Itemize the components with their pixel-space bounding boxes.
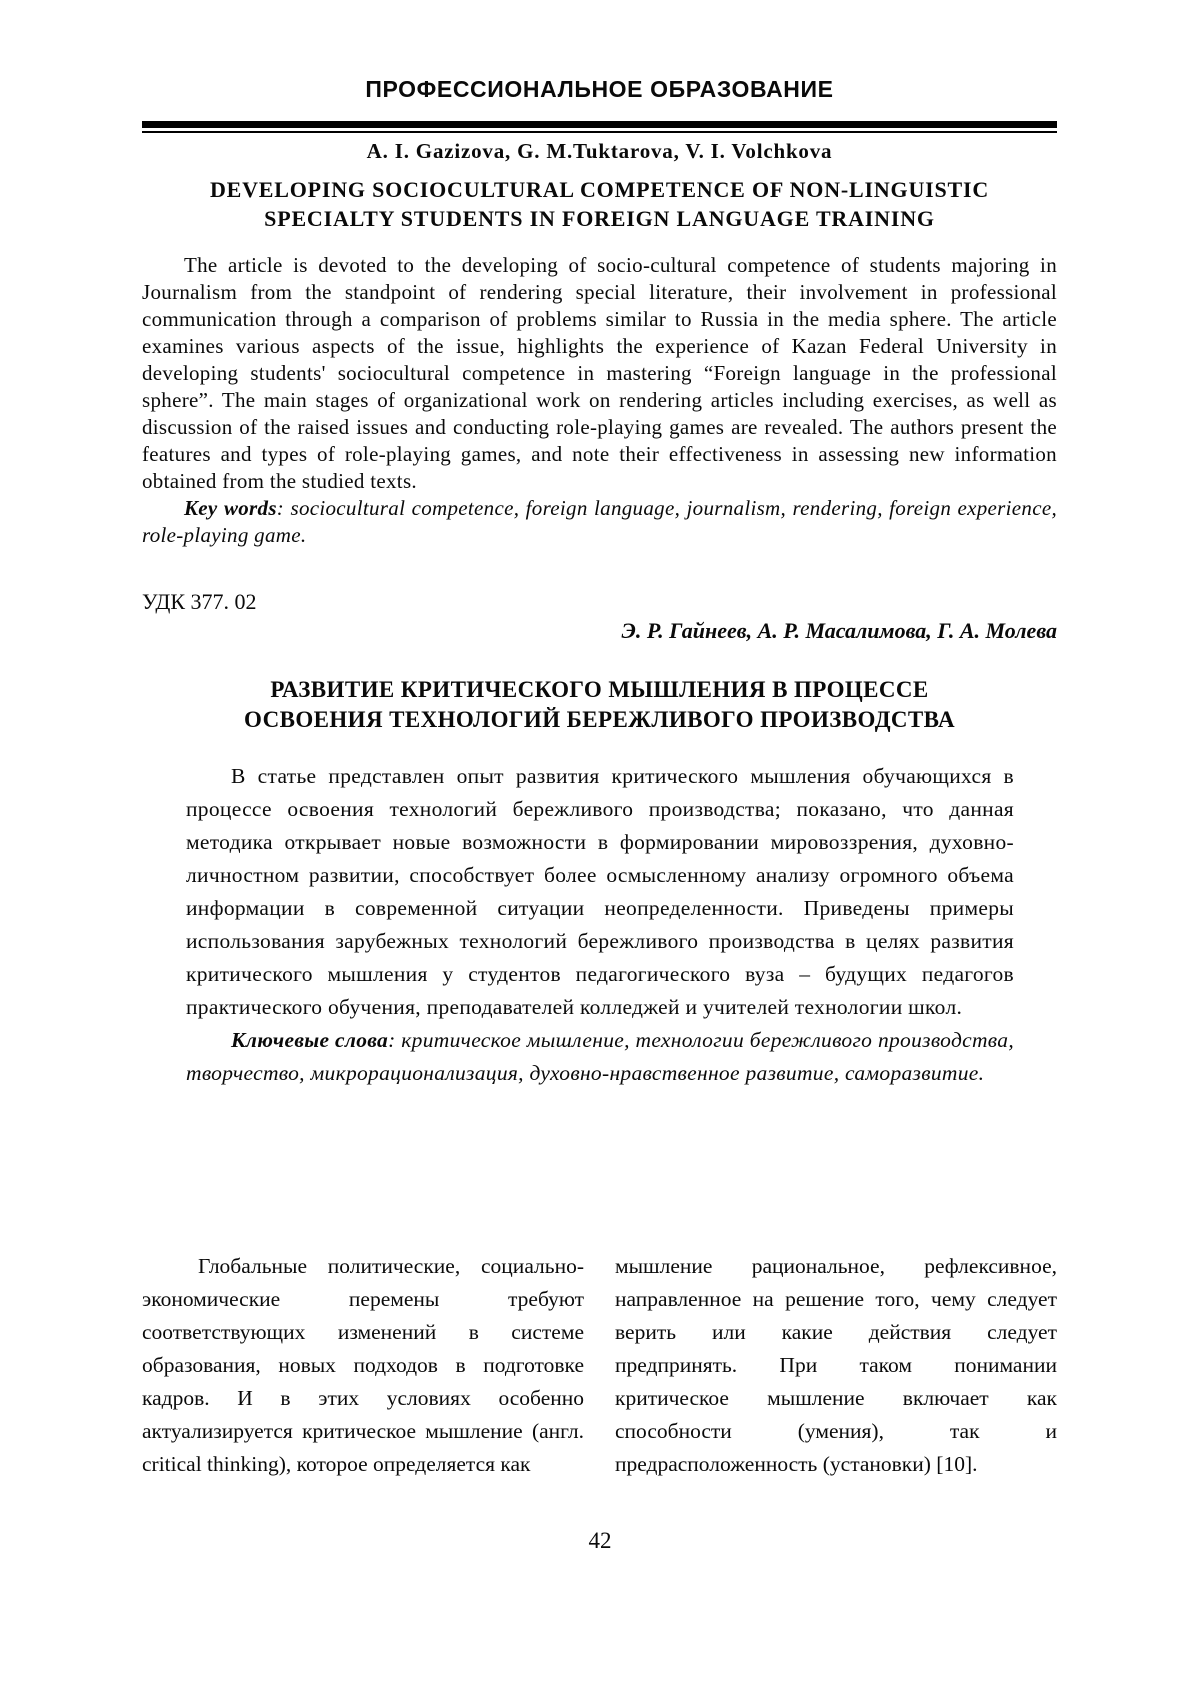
- keywords-en-text: : sociocultural competence, foreign language, journalism, rendering, foreign experience, role-playing game.: [142, 496, 1057, 547]
- abstract-section-ru: [186, 760, 1014, 1090]
- article-title-ru-line2: ОСВОЕНИЯ ТЕХНОЛОГИЙ БЕРЕЖЛИВОГО ПРОИЗВОДСТВА: [244, 707, 955, 732]
- authors-ru: Э. Р. Гайнеев, А. Р. Масалимова, Г. А. Молева: [621, 618, 1057, 643]
- abstract-ru: В статье представлен опыт развития критического мышления обучающихся в процессе освоения технологий бережливого производства; показано, что данная методика открывает новые возможности в формировании мировоззрения, духовно-личностном развитии, способствует более осмысленному анализу огромного объема информации в современной ситуации неопределенности. Приведены примеры использования зарубежных технологий бережливого производства в целях развития критического мышления у студентов педагогического вуза – будущих педагогов практического обучения, преподавателей колледжей и учителей технологии школ.: [186, 764, 1014, 1019]
- article-title-ru: [142, 675, 1057, 735]
- authors-en: A. I. Gazizova, G. M.Tuktarova, V. I. Volchkova: [366, 139, 833, 163]
- keywords-ru-text: : критическое мышление, технологии бережливого производства, творчество, микрорационализация, духовно-нравственное развитие, саморазвитие.: [186, 1028, 1015, 1085]
- article-title-en-line1: DEVELOPING SOCIOCULTURAL COMPETENCE OF NON-LINGUISTIC: [209, 177, 990, 202]
- keywords-ru-label: Ключевые слова: [231, 1028, 389, 1052]
- article-title-en: [142, 175, 1057, 233]
- abstract-section-en: [142, 252, 1057, 549]
- article-title-ru-line1: РАЗВИТИЕ КРИТИЧЕСКОГО МЫШЛЕНИЯ В ПРОЦЕССЕ: [270, 677, 929, 702]
- article-body-columns: [142, 1250, 1057, 1481]
- header-rule-thick-line: [142, 121, 1057, 128]
- abstract-en: The article is devoted to the developing of socio-cultural competence of students majoring in Journalism from the standpoint of rendering special literature, their involvement in professional communication through a comparison of problems similar to Russia in the media sphere. The article examines various aspects of the issue, highlights the experience of Kazan Federal University in developing students' sociocultural competence in mastering “Foreign language in the professional sphere”. The main stages of organizational work on rendering articles including exercises, as well as discussion of the raised issues and conducting role-playing games are revealed. The authors present the features and types of role-playing games, and note their effectiveness in assessing new information obtained from the studied texts.: [142, 253, 1057, 493]
- keywords-en-label: Key words: [184, 496, 277, 520]
- keywords-en: [142, 495, 1057, 549]
- header-rule-thin-line: [142, 131, 1057, 133]
- header-rule: [142, 121, 1057, 133]
- page-number: 42: [588, 1528, 612, 1553]
- keywords-ru: [186, 1024, 1014, 1090]
- udc-code: УДК 377. 02: [142, 589, 257, 614]
- article-title-en-line2: SPECIALTY STUDENTS IN FOREIGN LANGUAGE TRAINING: [264, 206, 935, 231]
- running-head: ПРОФЕССИОНАЛЬНОЕ ОБРАЗОВАНИЕ: [365, 76, 834, 102]
- body-column-right: мышление рациональное, рефлексивное, направленное на решение того, чему следует верить или какие действия следует предпринять. При таком понимании критическое мышление включает как способности (умения), так и предрасположенность (установки) [10].: [615, 1254, 1057, 1476]
- body-column-left: Глобальные политические, социально-экономические перемены требуют соответствующих изменений в системе образования, новых подходов в подготовке кадров. И в этих условиях особенно актуализируется критическое мышление (англ. critical thinking), которое определяется как: [142, 1254, 584, 1476]
